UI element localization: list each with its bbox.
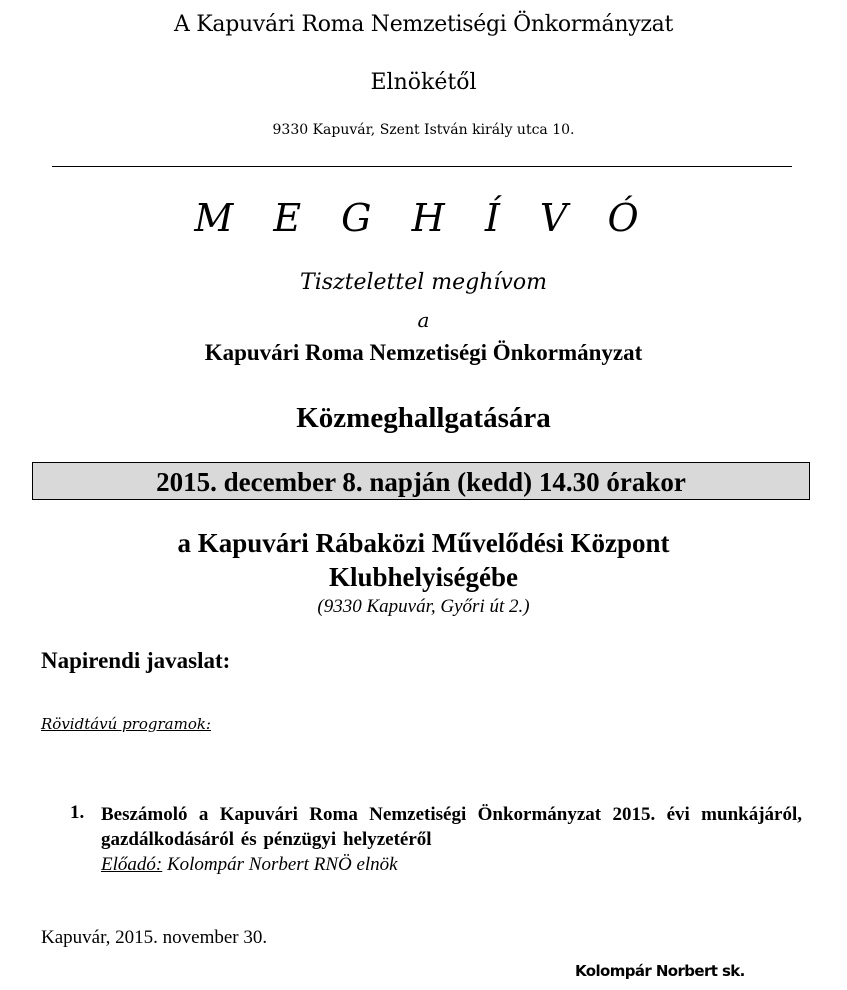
event-name: Közmeghallgatására xyxy=(296,402,551,434)
letterhead-organization: A Kapuvári Roma Nemzetiségi Önkormányzat xyxy=(173,12,674,37)
place-and-date: Kapuvár, 2015. november 30. xyxy=(41,927,268,948)
presenter-name: Kolompár Norbert RNÖ elnök xyxy=(162,854,398,875)
signature: Kolompár Norbert sk. xyxy=(575,962,745,980)
agenda-item-presenter xyxy=(101,852,802,877)
presenter-label: Előadó: xyxy=(101,854,163,875)
greeting-line: Tisztelettel meghívom xyxy=(300,270,547,295)
agenda-section-heading: Rövidtávú programok: xyxy=(41,715,211,733)
header-divider xyxy=(52,166,792,167)
venue-room: Klubhelyiségébe xyxy=(328,562,518,592)
agenda-heading: Napirendi javaslat: xyxy=(41,648,231,673)
agenda-item-body xyxy=(101,802,802,877)
greeting-article: a xyxy=(417,308,430,332)
agenda-item-text: Beszámoló a Kapuvári Roma Nemzetiségi Önkormányzat 2015. évi munkájáról, gazdálkodásáról és pénzügyi helyzetéről xyxy=(101,804,802,850)
event-datetime-box: 2015. december 8. napján (kedd) 14.30 órakor xyxy=(32,462,810,500)
letterhead-address: 9330 Kapuvár, Szent István király utca 10. xyxy=(272,122,575,138)
inviting-organization: Kapuvári Roma Nemzetiségi Önkormányzat xyxy=(204,340,643,365)
letterhead-subtitle: Elnökétől xyxy=(370,70,477,95)
venue-name: a Kapuvári Rábaközi Művelődési Központ xyxy=(177,528,670,558)
venue-address: (9330 Kapuvár, Győri út 2.) xyxy=(317,596,530,617)
document-title: M E G H Í V Ó xyxy=(194,196,653,240)
agenda-item-number: 1. xyxy=(70,802,85,823)
